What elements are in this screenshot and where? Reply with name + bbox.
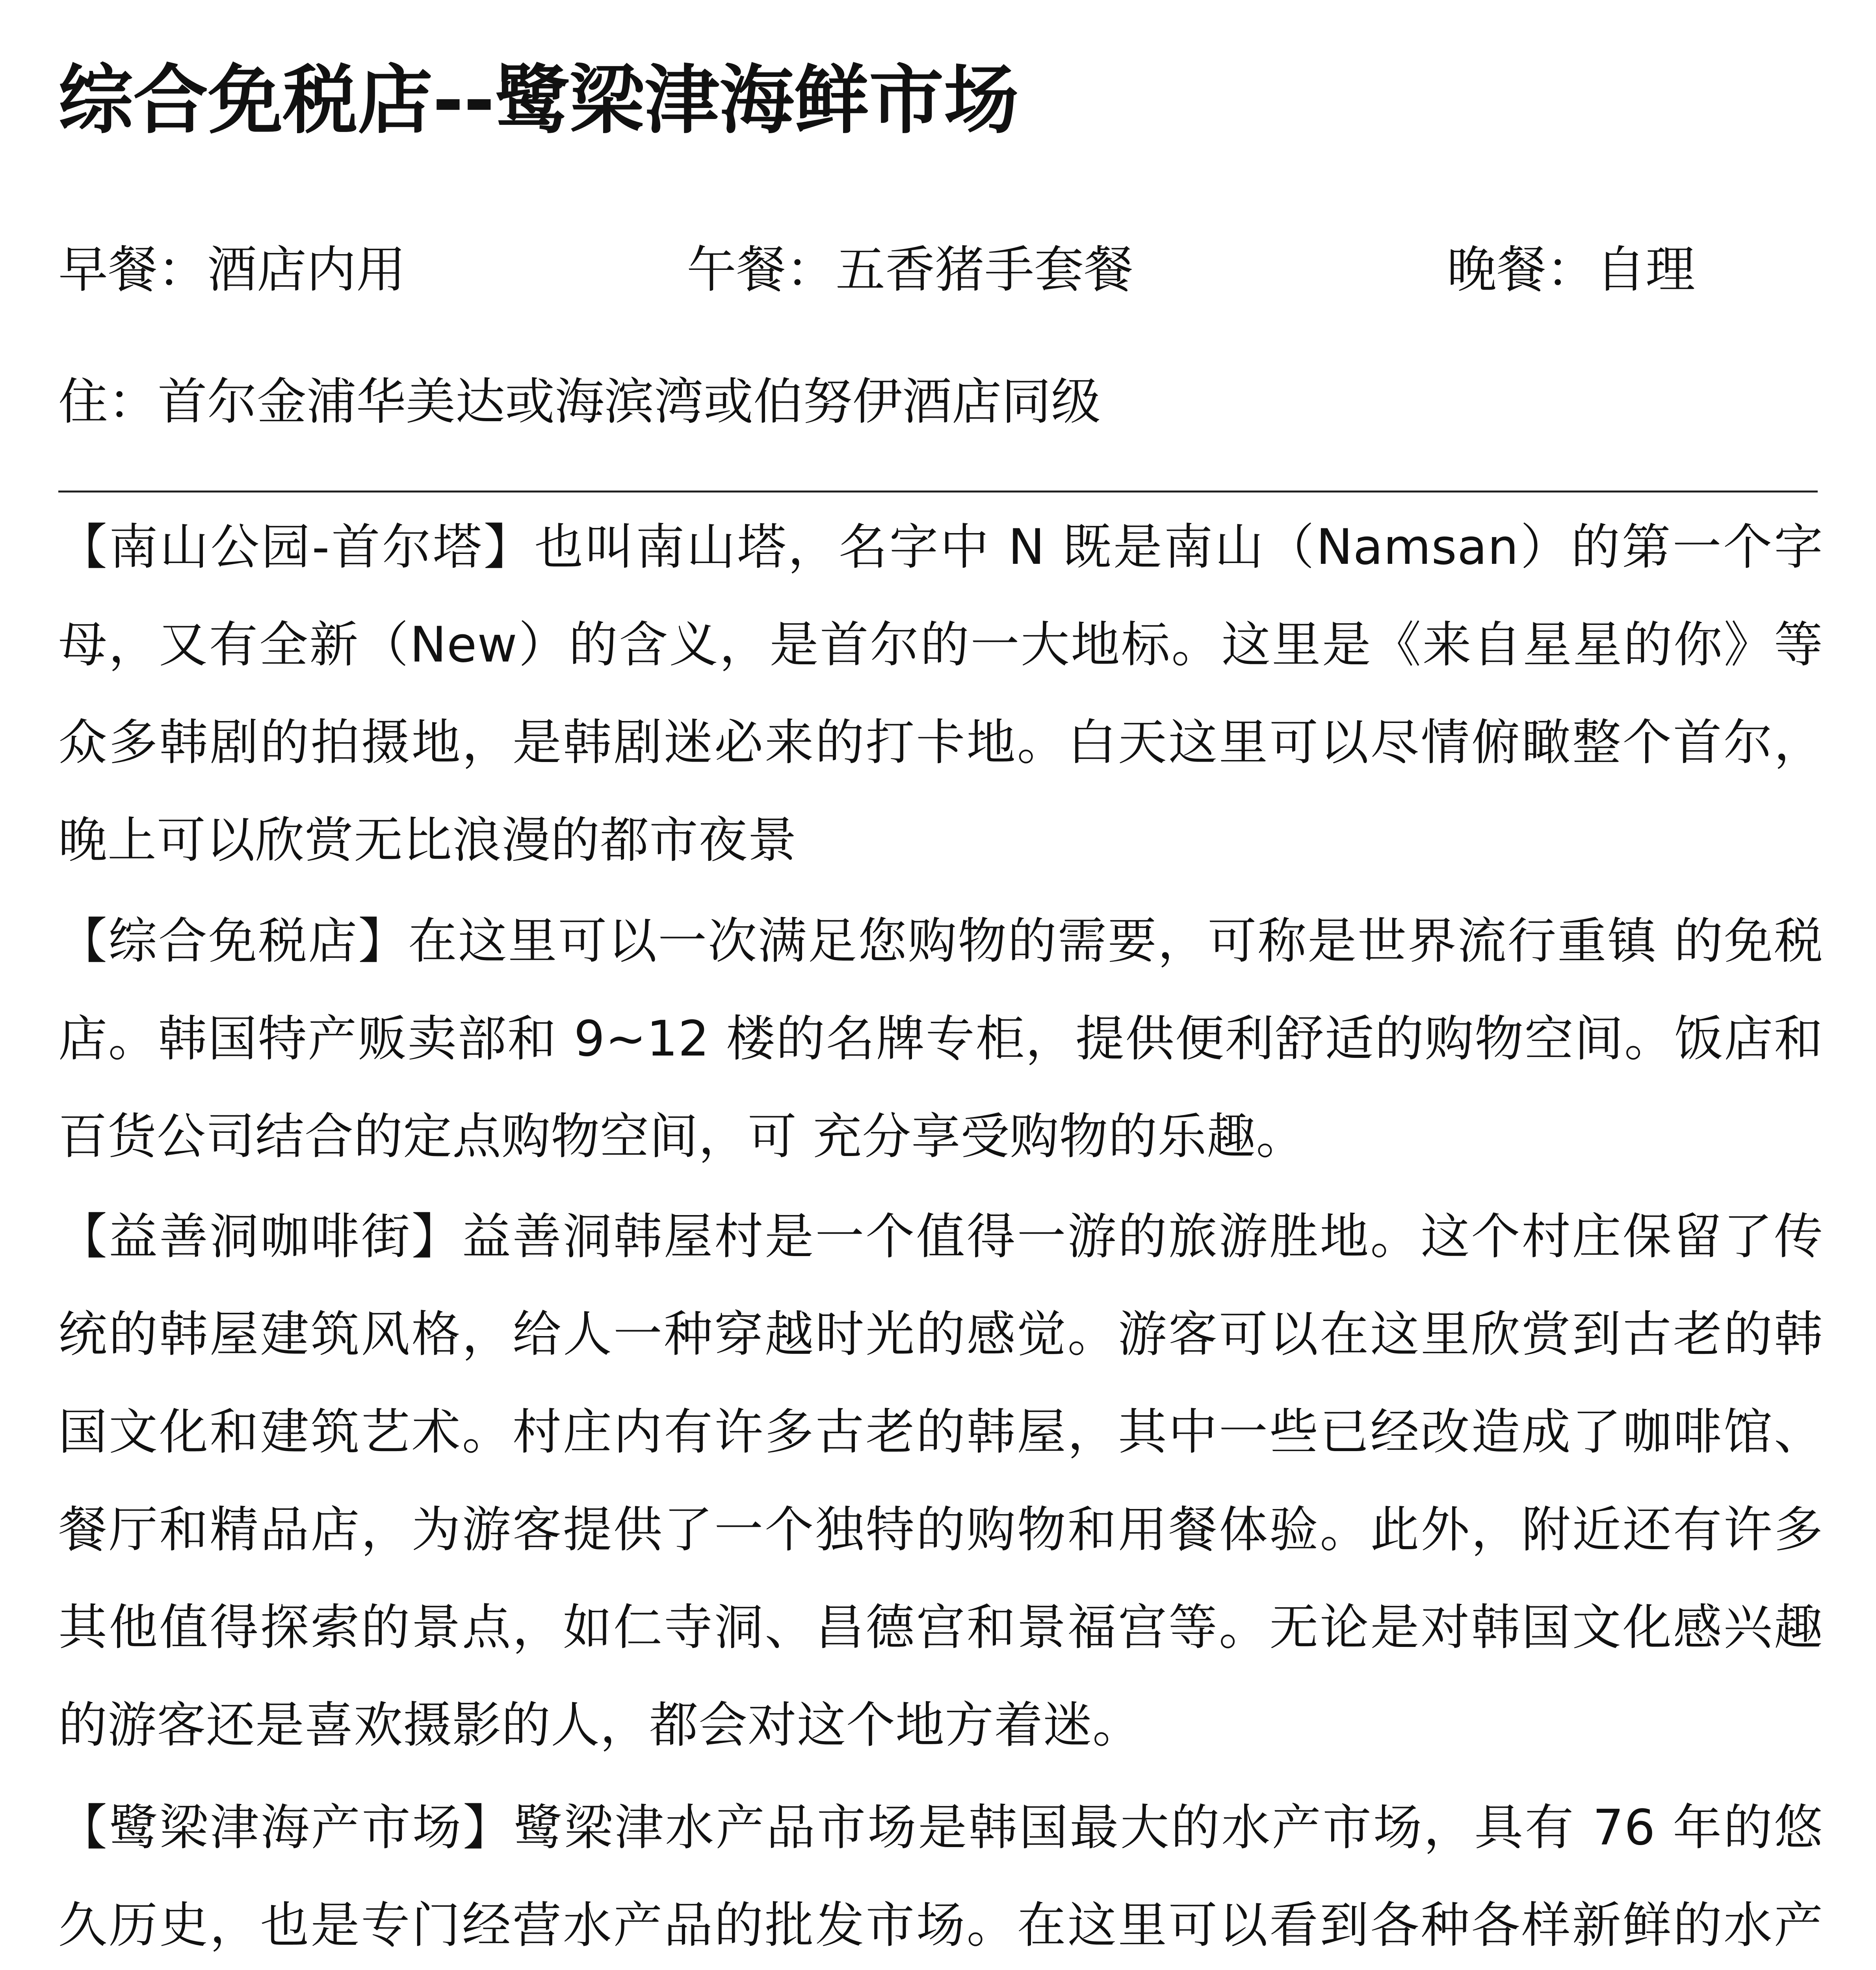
day-title: 综合免税店--鹭梁津海鲜市场 <box>58 57 1019 144</box>
paragraph-duty-free: 【综合免税店】在这里可以一次满足您购物的需要，可称是世界流行重镇 的免税店。韩国特产贩卖部和 9~12 楼的名牌专柜，提供便利舒适的购物空间。饭店和百货公司结合的定点购物空间，可 充分享受购物的乐趣。 <box>58 913 1823 1165</box>
lunch-info: 午餐：五香猪手套餐 <box>687 241 1133 299</box>
paragraph-ikseon-dong: 【益善洞咖啡街】益善洞韩屋村是一个值得一游的旅游胜地。这个村庄保留了传统的韩屋建筑风格，给人一种穿越时光的感觉。游客可以在这里欣赏到古老的韩国文化和建筑艺术。村庄内有许多古老的韩屋，其中一些已经改造成了咖啡馆、餐厅和精品店，为游客提供了一个独特的购物和用餐体验。此外，附近还有许多其他值得探索的景点，如仁寺洞、昌德宫和景福宫等。无论是对韩国文化感兴趣的游客还是喜欢摄影的人，都会对这个地方着迷。 <box>58 1208 1823 1754</box>
paragraph-namsan-tower: 【南山公园-首尔塔】也叫南山塔，名字中 N 既是南山（Namsan）的第一个字母，又有全新（New）的含义，是首尔的一大地标。这里是《来自星星的你》等众多韩剧的拍摄地，是韩剧迷必来的打卡地。白天这里可以尽情俯瞰整个首尔，晚上可以欣赏无比浪漫的都市夜景 <box>58 519 1823 869</box>
dinner-info: 晚餐：自理 <box>1447 241 1695 299</box>
breakfast-info: 早餐：酒店内用 <box>58 241 406 299</box>
accommodation-info: 住：首尔金浦华美达或海滨湾或伯努伊酒店同级 <box>58 373 1101 431</box>
paragraph-noryangjin-market: 【鹭梁津海产市场】鹭梁津水产品市场是韩国最大的水产市场，具有 76 年的悠久历史，也是专门经营水产品的批发市场。在这里可以看到各种各样新鲜的水产 <box>58 1799 1823 1954</box>
divider-line <box>58 491 1818 492</box>
